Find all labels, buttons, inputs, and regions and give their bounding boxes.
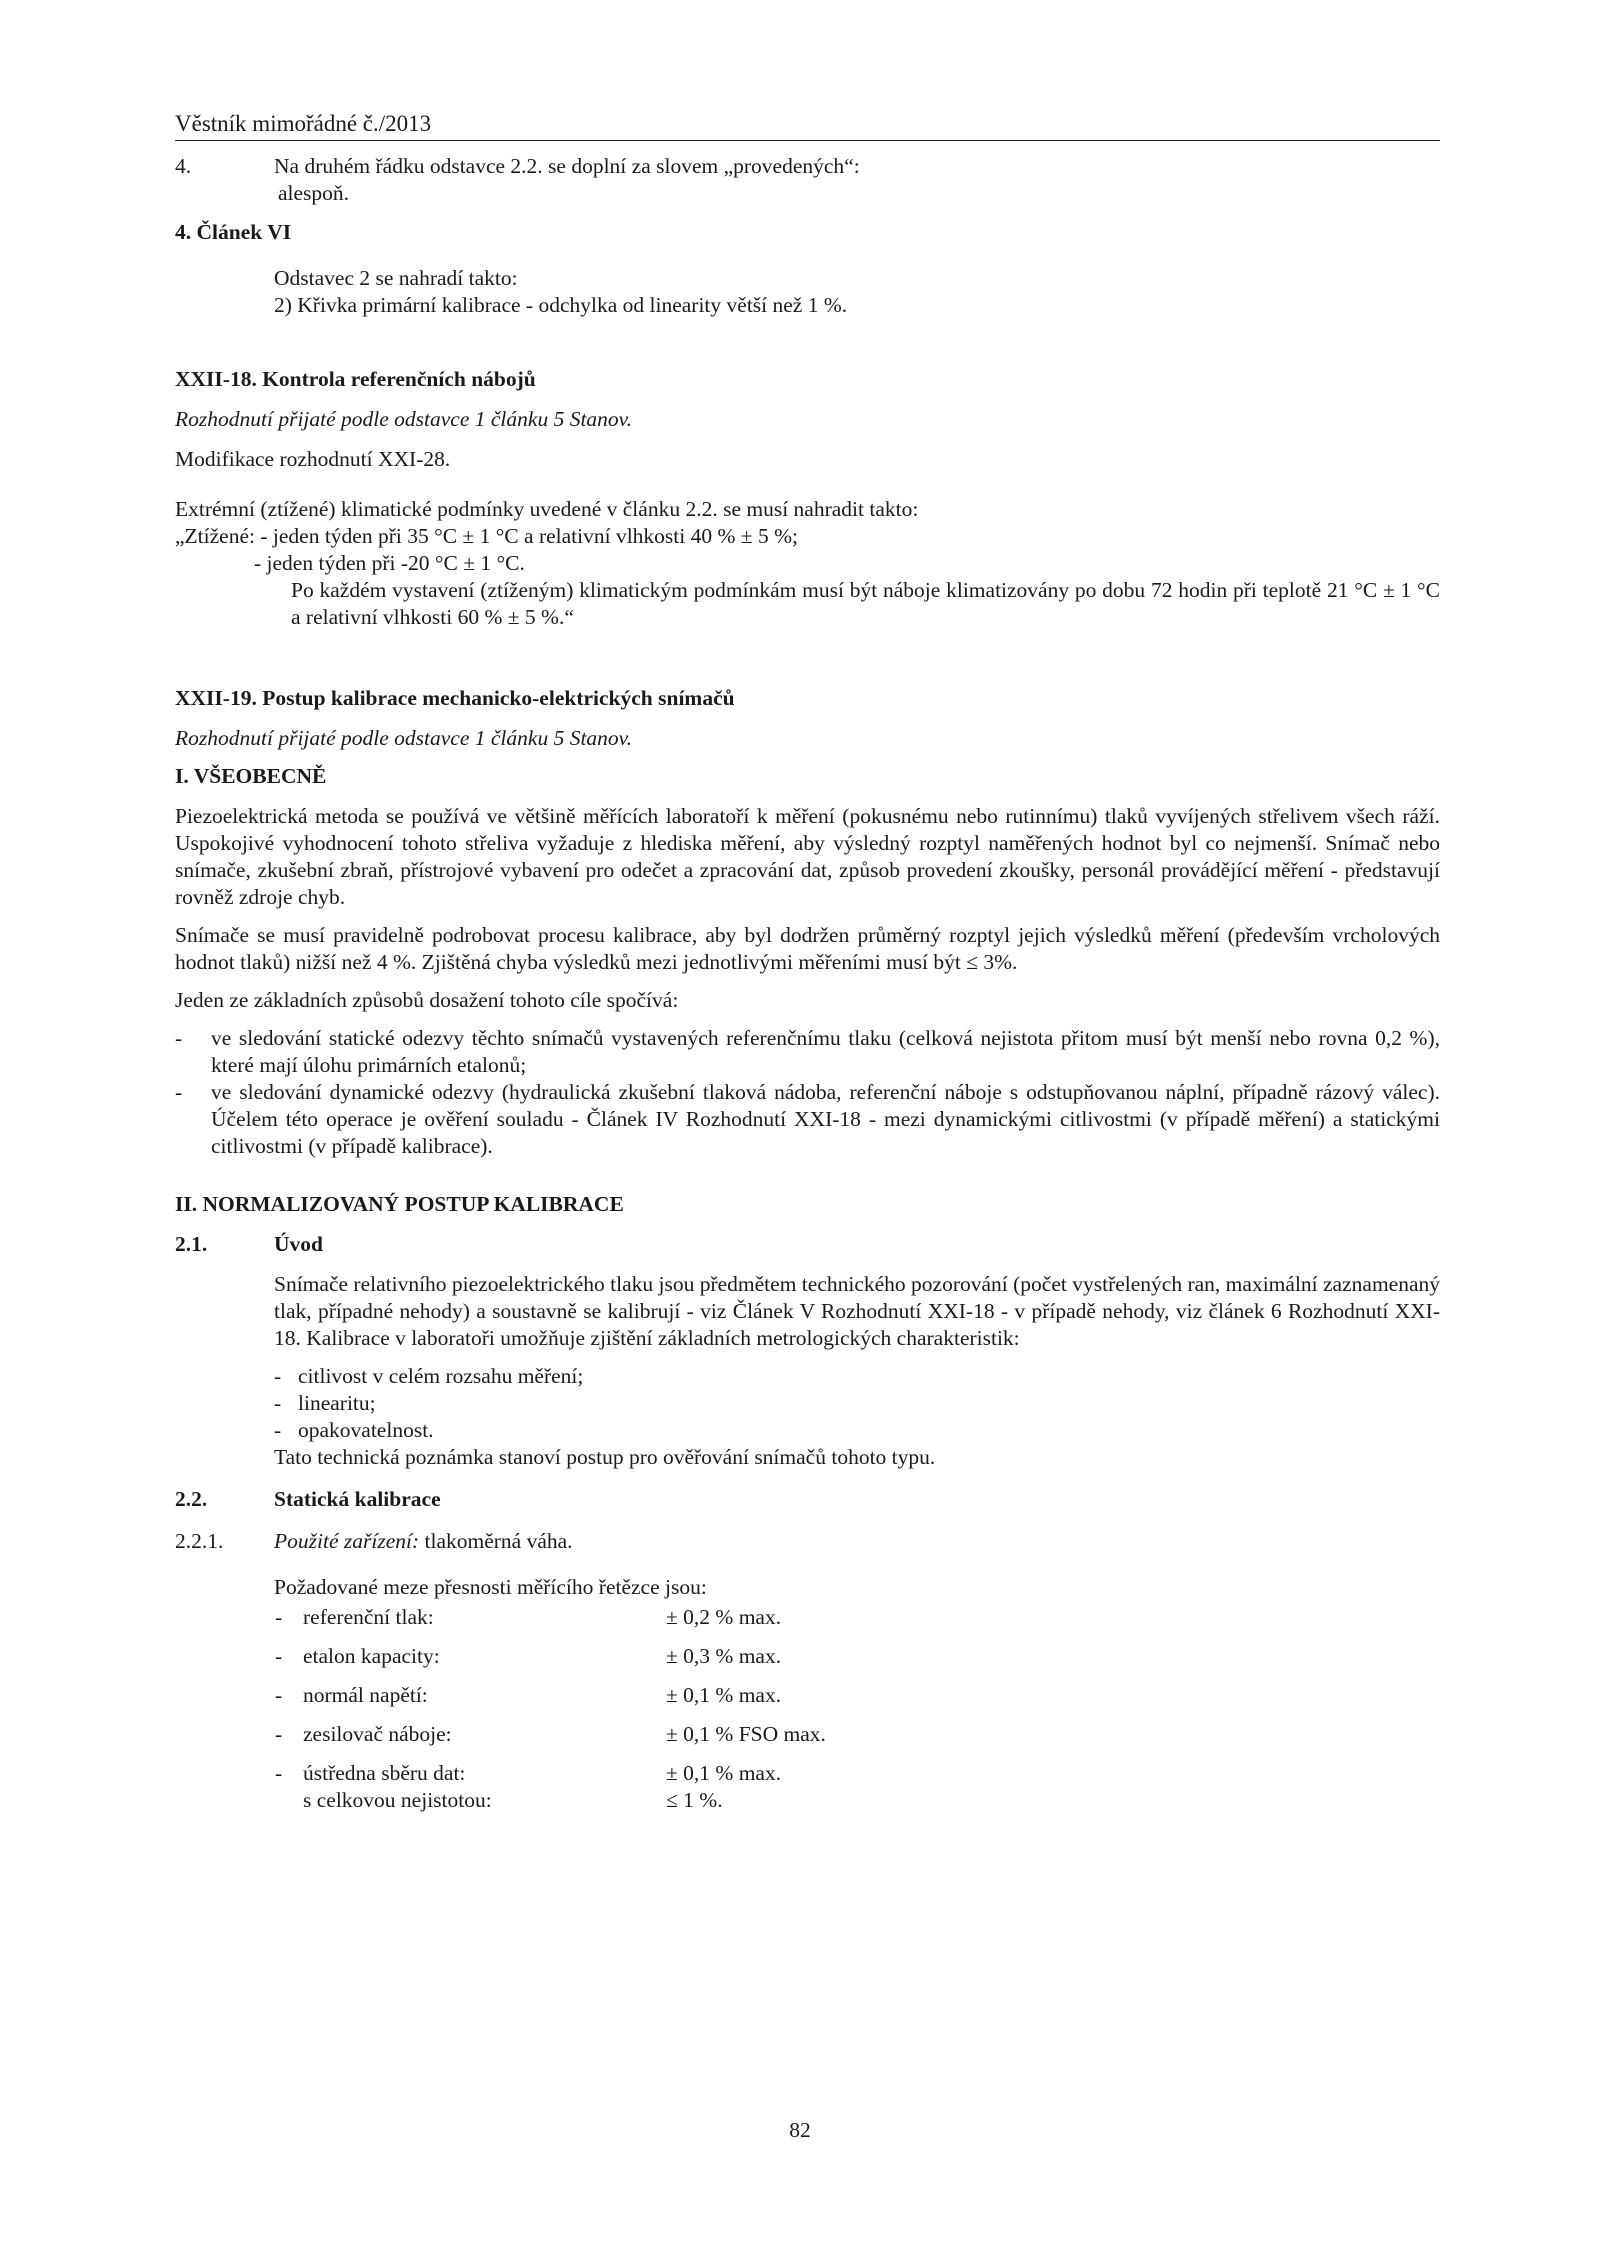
bullet-dash: - (275, 1605, 283, 1629)
bullet-dash: - (274, 1391, 282, 1415)
equipment-value: tlakoměrná váha. (419, 1529, 573, 1553)
table-row (175, 1682, 1440, 1721)
requirement-label: etalon kapacity: (303, 1644, 440, 1668)
xxii-19-decision: Rozhodnutí přijaté podle odstavce 1 článku 5 Stanov. (175, 726, 632, 750)
bullet-dash: - (275, 1683, 283, 1707)
amendment-line-2: alespoň. (278, 181, 350, 205)
section-2-2-1-text (175, 1528, 1440, 1555)
section-2-1-list (175, 1363, 1440, 1444)
xxii-18-intro: Extrémní (ztížené) klimatické podmínky uvedené v článku 2.2. se musí nahradit takto: (175, 497, 919, 521)
requirement-value: ± 0,1 % FSO max. (666, 1722, 826, 1746)
xxii-18-decision: Rozhodnutí přijaté podle odstavce 1 článku 5 Stanov. (175, 407, 632, 431)
list-item-text: citlivost v celém rozsahu měření; (298, 1364, 584, 1388)
xxii-18-heading: XXII-18. Kontrola referenčních nábojů (175, 367, 536, 391)
clanek-vi-line-1: Odstavec 2 se nahradí takto: (274, 266, 518, 290)
bullet-dash: - (175, 1026, 183, 1050)
section-title: Úvod (274, 1232, 323, 1256)
table-row (175, 1604, 1440, 1643)
condition-text-1: - jeden týden při 35 °C ± 1 °C a relativní vlhkosti 40 % ± 5 %; (260, 524, 798, 548)
bullet-dash: - (274, 1364, 282, 1388)
section-number: 2.1. (175, 1232, 208, 1256)
list-item (274, 1363, 1440, 1390)
list-item (175, 1079, 1440, 1160)
condition-label: „Ztížené: (175, 524, 255, 548)
xxii-18-modification: Modifikace rozhodnutí XXI-28. (175, 447, 451, 471)
list-item (274, 1390, 1440, 1417)
list-item-text: ve sledování statické odezvy těchto snímačů vystavených referenčnímu tlaku (celková nejistota přitom musí být menší nebo rovna 0,2 %), které mají úlohu primárních etalonů; (211, 1026, 1440, 1077)
section-i-paragraph-1: Piezoelektrická metoda se používá ve většině měřících laboratoří k měření (pokusnému nebo rutinnímu) tlaků vyvíjených střelivem všech ráží. Uspokojivé vyhodnocení tohoto střeliva vyžaduje z hlediska měření, aby výsledný rozptyl naměřených hodnot byl co nejmenší. Snímač nebo snímače, zkušební zbraň, přístrojové vybavení pro odečet a zpracování dat, způsob provedení zkoušky, personál provádějící měření - představují rovněž zdroje chyb. (175, 804, 1440, 909)
list-item-text: linearitu; (298, 1391, 376, 1415)
bullet-dash: - (274, 1418, 282, 1442)
page-header: Věstník mimořádné č./2013 (175, 110, 1440, 141)
requirement-label: normál napětí: (303, 1683, 428, 1707)
bullet-dash: - (175, 1080, 183, 1104)
requirement-total-value: ≤ 1 %. (666, 1788, 723, 1812)
bullet-dash: - (275, 1722, 283, 1746)
requirement-value: ± 0,2 % max. (666, 1605, 782, 1629)
section-ii-heading: II. NORMALIZOVANÝ POSTUP KALIBRACE (175, 1192, 624, 1216)
table-row (175, 1643, 1440, 1682)
amendment-line-1: Na druhém řádku odstavce 2.2. se doplní za slovem „provedených“: (274, 154, 860, 178)
section-number: 2.2. (175, 1487, 208, 1511)
clanek-vi-heading: 4. Článek VI (175, 220, 292, 244)
requirement-label: zesilovač náboje: (303, 1722, 452, 1746)
xxii-18-condition-1 (175, 523, 1440, 550)
list-item (274, 1417, 1440, 1444)
section-2-2-1 (175, 1528, 1440, 1555)
requirement-label: ústředna sběru dat: (303, 1761, 466, 1785)
xxii-18-condition-2: - jeden týden při -20 °C ± 1 °C. (254, 551, 525, 575)
page-number: 82 (789, 2118, 811, 2142)
section-title: Statická kalibrace (274, 1487, 441, 1511)
section-2-1-heading (175, 1231, 1440, 1258)
amendment-number: 4. (175, 154, 192, 178)
section-number: 2.2.1. (175, 1529, 224, 1553)
requirement-total-label: s celkovou nejistotou: (303, 1788, 492, 1812)
amendment-4 (175, 153, 1440, 207)
section-i-paragraph-3: Jeden ze základních způsobů dosažení tohoto cíle spočívá: (175, 988, 679, 1012)
list-item-text: opakovatelnost. (298, 1418, 434, 1442)
document-page (175, 110, 1440, 1814)
requirement-value: ± 0,3 % max. (666, 1644, 782, 1668)
section-2-1-closing: Tato technická poznámka stanoví postup pro ověřování snímačů tohoto typu. (274, 1445, 936, 1469)
clanek-vi-line-2: 2) Křivka primární kalibrace - odchylka od linearity větší než 1 %. (274, 293, 848, 317)
section-2-1-paragraph: Snímače relativního piezoelektrického tlaku jsou předmětem technického pozorování (počet vystřelených ran, maximální zaznamenaný tlak, případné nehody) a soustavně se kalibrují - viz Článek V Rozhodnutí XXI-18 - v případě nehody, viz článek 6 Rozhodnutí XXI-18. Kalibrace v laboratoři umožňuje zjištění základních metrologických charakteristik: (274, 1272, 1440, 1350)
bullet-dash: - (275, 1761, 283, 1785)
xxii-19-heading: XXII-19. Postup kalibrace mechanicko-elektrických snímačů (175, 686, 735, 710)
section-i-paragraph-2: Snímače se musí pravidelně podrobovat procesu kalibrace, aby byl dodržen průměrný rozptyl jejich výsledků měření (především vrcholových hodnot tlaků) nižší než 4 %. Zjištěná chyba výsledků mezi jednotlivými měřeními musí být ≤ 3%. (175, 923, 1440, 974)
section-2-2-heading (175, 1486, 1440, 1513)
list-item-text: ve sledování dynamické odezvy (hydraulická zkušební tlaková nádoba, referenční náboje s odstupňovanou náplní, případně rázový válec). Účelem této operace je ověření souladu - Článek IV Rozhodnutí XXI-18 - mezi dynamickými citlivostmi (v případě měření) a statickými citlivostmi (v případě kalibrace). (211, 1080, 1440, 1158)
requirements-table (175, 1604, 1440, 1814)
table-row (175, 1760, 1440, 1787)
requirements-intro: Požadované meze přesnosti měřícího řetězce jsou: (274, 1575, 707, 1599)
table-row (175, 1721, 1440, 1760)
table-row (175, 1787, 1440, 1814)
bullet-dash: - (275, 1644, 283, 1668)
equipment-label: Použité zařízení: (274, 1529, 420, 1553)
list-item (175, 1025, 1440, 1079)
requirement-label: referenční tlak: (303, 1605, 434, 1629)
xxii-18-paragraph: Po každém vystavení (ztíženým) klimatickým podmínkám musí být náboje klimatizovány po dobu 72 hodin při teplotě 21 °C ± 1 °C a relativní vlhkosti 60 % ± 5 %.“ (291, 578, 1440, 629)
requirement-value: ± 0,1 % max. (666, 1683, 782, 1707)
requirement-value: ± 0,1 % max. (666, 1761, 782, 1785)
section-i-heading: I. VŠEOBECNĚ (175, 764, 327, 788)
